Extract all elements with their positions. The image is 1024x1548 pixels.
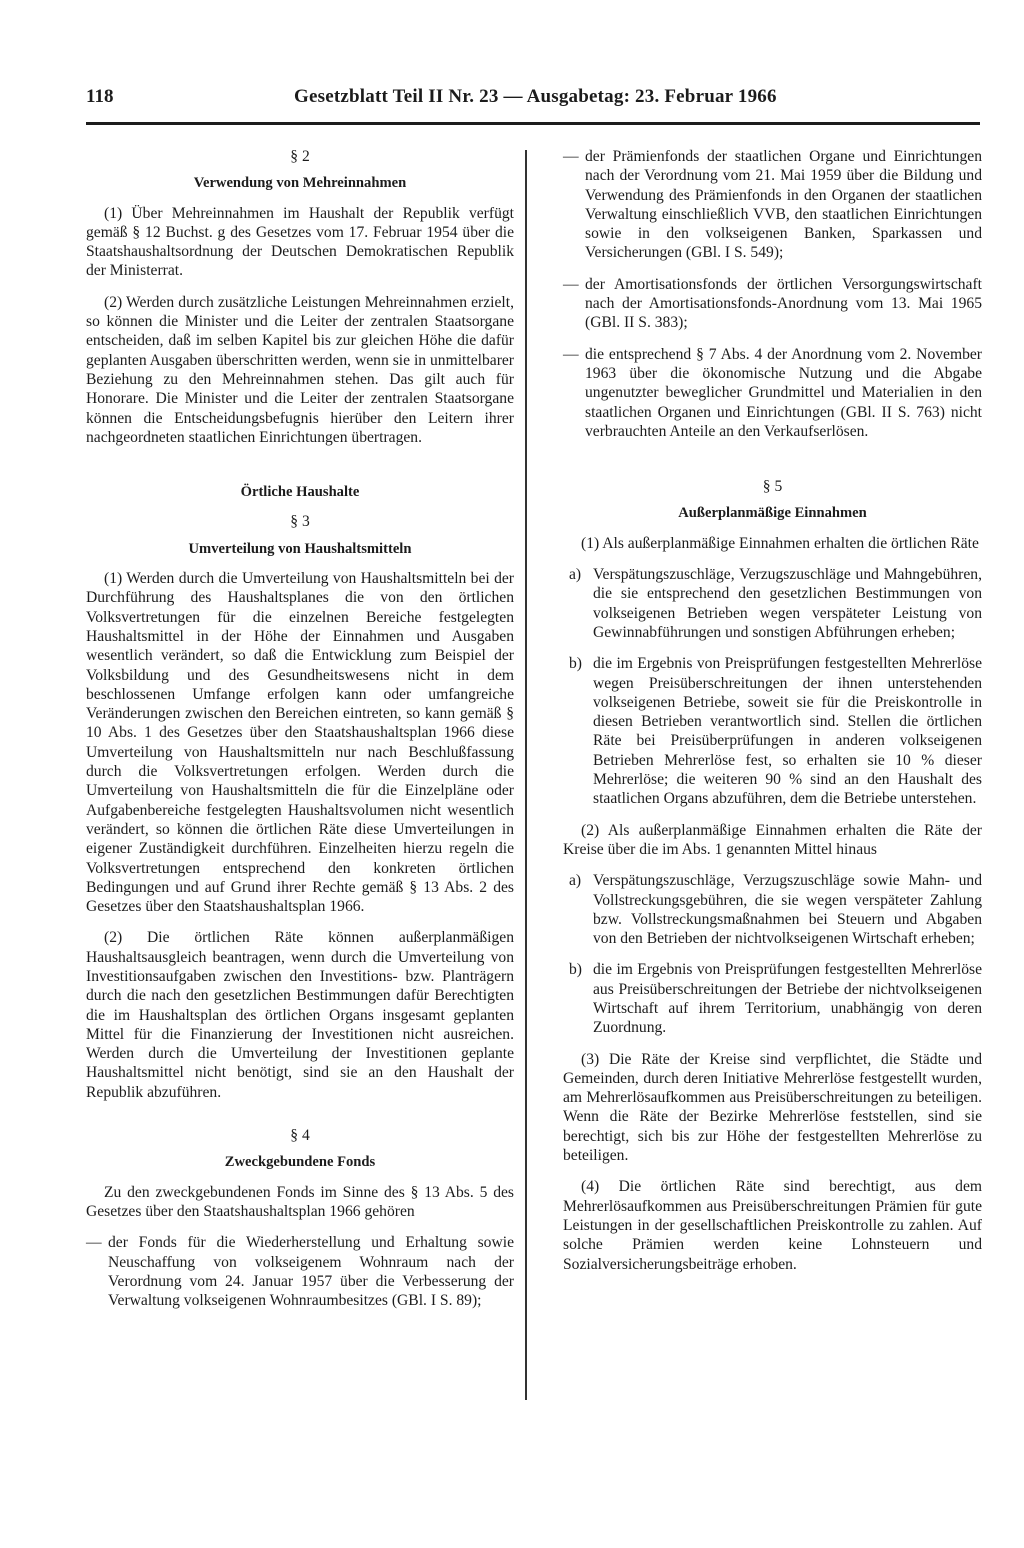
section-4-heading: Zweckgebundene Fonds bbox=[224, 1154, 376, 1171]
fund-list-item-text: der Amortisationsfonds der örtlichen Versorgungswirtschaft nach der Amortisationsfonds-Anordnung vom 13. Mai 1965 (GBl. II S. 383); bbox=[585, 275, 982, 332]
dash-marker: — bbox=[86, 1234, 102, 1252]
section-4-label: § 4 bbox=[290, 1127, 310, 1145]
fund-list-item-text: der Prämienfonds der staatlichen Organe und Einrichtungen nach der Verordnung vom 21. Mai 1959 über die Bildung und Verwendung des Prämienfonds in den Organen der staatlichen Verwaltung einschließlich VVB, den staatlichen Einrichtungen sowie in den volkseigenen Banken, Sparkassen und Versicherungen (GBl. I S. 549); bbox=[585, 148, 982, 262]
section-2-paragraph-2: (2) Werden durch zusätzliche Leistungen Mehreinnahmen erzielt, so können die Minister und die Leiter der zentralen Staatsorgane entscheiden, daß im selben Kapitel bis zur gleichen Höhe die dafür geplanten Ausgaben überschritten werden, wenn sie in unmittelbarer Beziehung zu den Mehreinnahmen stehen. Das gilt auch für Honorare. Die Minister und die Leiter der zentralen Staatsorgane können die Entscheidungsbefugnis hierüber den Leitern ihrer nachgeordneten staatlichen Einrichtungen übertragen. bbox=[86, 293, 514, 446]
fund-list-item bbox=[86, 1233, 514, 1310]
section-5-paragraph-3: (3) Die Räte der Kreise sind verpflichtet, die Städte und Gemeinden, durch deren Initiative Mehrerlöse festgestellt wurden, am Mehrerlösaufkommen aus Preisüberschreitungen zu beteiligen. Wenn die Räte der Bezirke Mehrerlöse feststellen, sind sie berechtigt, sich bis zur Höhe der festgestellten Mehrerlöse zu beteiligen. bbox=[563, 1050, 982, 1165]
running-title: Gesetzblatt Teil II Nr. 23 — Ausgabetag: 23. Februar 1966 bbox=[294, 86, 777, 107]
list-item-text: die im Ergebnis von Preisprüfungen festgestellten Mehrerlöse wegen Preisüberschreitungen der ihnen unterstehenden volkseigenen Betriebe, soweit sie für die Preiskontrolle in diesen Betrieben verantwortlich sind. Stellen die örtlichen Räte bei Preisüberprüfungen in anderen volkseigenen Betrieben Mehrerlöse fest, so erhalten sie 10 % dieser Mehrerlöse; die weiteren 90 % sind an den Haushalt des staatlichen Organs abzuführen, dem die Betriebe unterstehen. bbox=[593, 655, 982, 808]
section-5-paragraph-4: (4) Die örtlichen Räte sind berechtigt, aus dem Mehrerlösaufkommen aus Preisüberschreitungen Prämien für gute Leistungen in der gesellschaftlichen Preiskontrolle zu zahlen. Auf solche Prämien werden keine Lohnsteuern und Sozialversicherungsbeiträge erhoben. bbox=[563, 1178, 982, 1273]
item-marker: b) bbox=[569, 961, 582, 979]
right-column bbox=[563, 147, 982, 1286]
header-rule bbox=[86, 122, 980, 125]
item-marker: a) bbox=[569, 566, 582, 584]
section-5-paragraph-1: (1) Als außerplanmäßige Einnahmen erhalten die örtlichen Räte bbox=[581, 534, 979, 552]
dash-marker: — bbox=[563, 275, 579, 293]
section-3-paragraph-2: (2) Die örtlichen Räte können außerplanmäßigen Haushaltsausgleich beantragen, wenn durch die Umverteilung von Investitionsaufgaben zwischen den Investitions- bzw. Planträgern durch die nach den gesetzlichen Bestimmungen dafür Berechtigten die im Haushaltsplan des örtlichen Organs insgesamt geplanten Mittel für die Finanzierung der Investitionen nicht ausreichen. Werden durch die Umverteilung der Investitionen geplante Haushaltsmittel nicht benötigt, sind sie an den Haushalt der Republik abzuführen. bbox=[86, 929, 514, 1101]
list-item bbox=[563, 871, 982, 948]
list-item-text: Verspätungszuschläge, Verzugszuschläge sowie Mahn- und Vollstreckungsgebühren, die sie wegen verspäteter Zahlung bzw. Vollstreckungsmaßnahmen bei Steuern und Abgaben von den Betrieben der nichtvolkseigenen Wirtschaft erheben; bbox=[593, 872, 982, 948]
list-item bbox=[563, 654, 982, 808]
section-3-heading: Umverteilung von Haushaltsmitteln bbox=[188, 540, 412, 557]
section-4-intro: Zu den zweckgebundenen Fonds im Sinne des § 13 Abs. 5 des Gesetzes über den Staatshaushaltsplan 1966 gehören bbox=[86, 1183, 514, 1220]
list-item bbox=[563, 565, 982, 642]
section-3-label: § 3 bbox=[290, 513, 310, 531]
fund-list-item-text: der Fonds für die Wiederherstellung und Erhaltung sowie Neuschaffung von volkseigenem Wohnraum nach der Verordnung vom 24. Januar 1957 über die Verbesserung der Verwaltung volkseigenen Wohnraumbesitzes (GBl. I S. 89); bbox=[108, 1234, 514, 1310]
section-5-label: § 5 bbox=[762, 478, 783, 496]
section-5-heading: Außerplanmäßige Einnahmen bbox=[678, 505, 867, 522]
fund-list-item-text: die entsprechend § 7 Abs. 4 der Anordnung vom 2. November 1963 über die ökonomische Nutzung und die Abgabe ungenutzter beweglicher Grundmittel und Materialien in den staatlichen Organen und Einrichtungen (GBl. II S. 763) nicht verbrauchten Anteile an den Verkaufserlösen. bbox=[585, 345, 982, 440]
page-number: 118 bbox=[86, 86, 114, 107]
section-2-paragraph-1: (1) Über Mehreinnahmen im Haushalt der Republik verfügt gemäß § 12 Buchst. g des Gesetzes vom 17. Februar 1954 über die Staatshaushaltsordnung der Deutschen Demokratischen Republik der Ministerrat. bbox=[86, 204, 514, 280]
item-marker: b) bbox=[569, 655, 582, 673]
list-item-text: die im Ergebnis von Preisprüfungen festgestellten Mehrerlöse aus Preisüberschreitungen der Betriebe der nichtvolkseigenen Wirtschaft auf ihrem Territorium, unabhängig von deren Zuordnung. bbox=[593, 961, 982, 1037]
left-column bbox=[86, 147, 514, 1322]
fund-list-item bbox=[563, 147, 982, 263]
dash-marker: — bbox=[563, 345, 579, 363]
page-header bbox=[86, 86, 980, 116]
dash-marker: — bbox=[563, 148, 579, 165]
fund-list-item bbox=[563, 345, 982, 441]
section-5-paragraph-2: (2) Als außerplanmäßige Einnahmen erhalten die Räte der Kreise über die im Abs. 1 genannten Mittel hinaus bbox=[563, 821, 982, 858]
list-item-text: Verspätungszuschläge, Verzugszuschläge und Mahngebühren, die sie entsprechend den gesetzlichen Bestimmungen von volkseigenen Betrieben wegen verspäteter Leistung von Gewinnabführungen und sonstigen Abführungen erheben; bbox=[593, 566, 982, 641]
column-divider bbox=[525, 150, 527, 1400]
section-2-heading: Verwendung von Mehreinnahmen bbox=[193, 175, 407, 192]
item-marker: a) bbox=[569, 872, 582, 890]
list-item bbox=[563, 960, 982, 1037]
subheading-local-budgets: Örtliche Haushalte bbox=[240, 484, 360, 501]
section-3-paragraph-1: (1) Werden durch die Umverteilung von Haushaltsmitteln bei der Durchführung des Haushaltsplanes die von den örtlichen Volksvertretungen für die einzelnen Bereiche festgelegten Haushaltsmittel in der Höhe der Einnahmen und Ausgaben wesentlich verändert, so daß die Entwicklung zum Beispiel der Volksbildung und des Gesundheitswesens nicht in dem beschlossenen Umfange erfolgen kann oder umfangreiche Veränderungen zwischen den Bereichen eintreten, so kann gemäß § 10 Abs. 1 des Gesetzes über den Staatshaushaltsplan 1966 diese Umverteilung von Haushaltsmitteln nur nach Beschlußfassung durch die Volksvertretungen erfolgen. Werden durch die Umverteilung von Haushaltsmitteln die für die Einzelpläne oder Aufgabenbereiche festgelegten Haushaltsvolumen nicht wesentlich verändert, so können die örtlichen Räte diese Umverteilungen in eigener Zuständigkeit durchführen. Einzelheiten hierzu regeln die Volksvertretungen entsprechend den konkreten örtlichen Bedingungen und auf Grund ihrer Rechte gemäß § 13 Abs. 2 des Gesetzes über den Staatshaushaltsplan 1966. bbox=[86, 570, 514, 916]
fund-list-item bbox=[563, 275, 982, 333]
section-2-label: § 2 bbox=[290, 148, 310, 165]
